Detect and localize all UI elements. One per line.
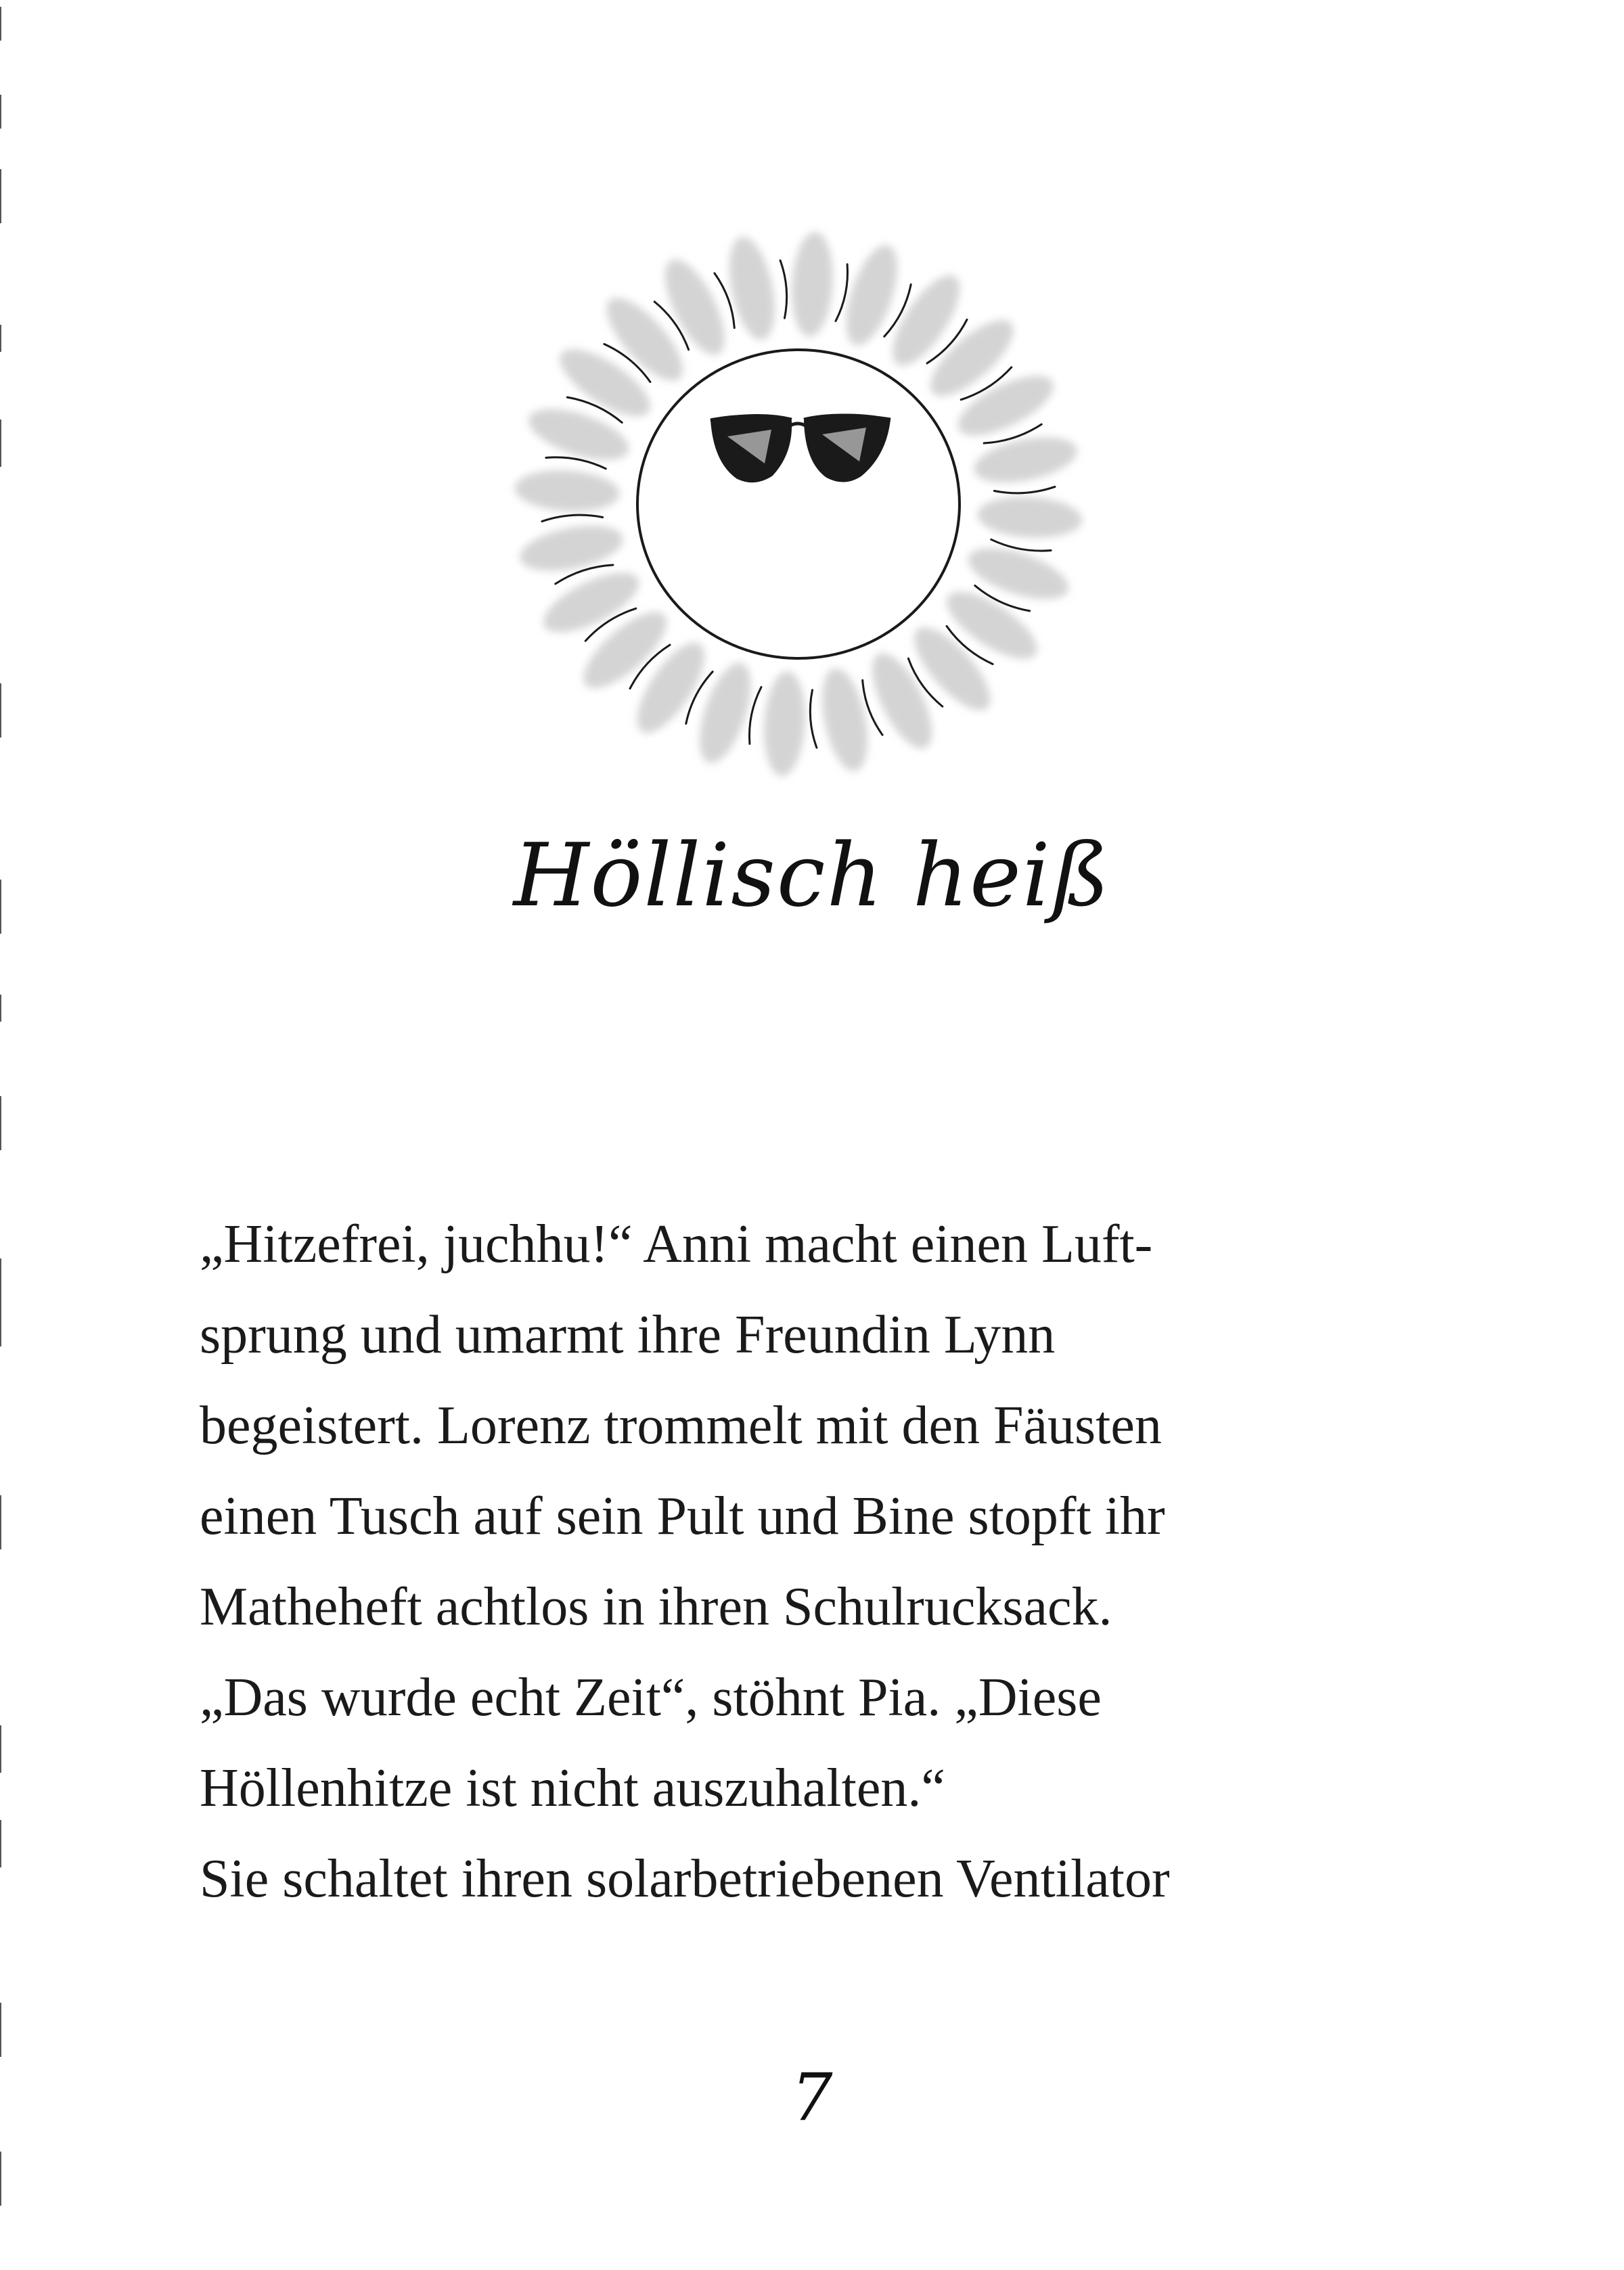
sun-ray [721, 233, 782, 344]
text-line: sprung und umarmt ihre Freundin Lynn [200, 1305, 1056, 1365]
sun-ray [516, 518, 627, 578]
text-line: begeistert. Lorenz trommelt mit den Fäusten [200, 1396, 1162, 1455]
sun-ray [789, 231, 836, 338]
text-line: Höllenhitze ist nicht auszuhalten.“ [200, 1758, 945, 1818]
page-edge [0, 0, 4, 2267]
sun-ray-line [749, 687, 761, 744]
text-line: einen Tusch auf sein Pult und Bine stopft ihr [200, 1486, 1165, 1546]
text-line: „Hitzefrei, juchhu!“ Anni macht einen Luft- [200, 1215, 1153, 1274]
sun-with-sunglasses-icon [474, 196, 1123, 792]
sun-ray [976, 494, 1083, 541]
sun-ray [514, 468, 621, 514]
sun-ray [970, 430, 1081, 491]
text-line: Matheheft achtlos in ihren Schulrucksack. [200, 1577, 1112, 1637]
sun-ray-line [542, 515, 603, 521]
sun-ray-line [994, 486, 1055, 493]
sun-ray [761, 671, 808, 777]
sun-face [637, 350, 960, 658]
sun-ray-line [836, 265, 848, 321]
text-line: „Das wurde echt Zeit“, stöhnt Pia. „Diese [200, 1668, 1102, 1727]
sun-ray [815, 664, 876, 775]
chapter-title: Höllisch heiß [513, 825, 1111, 926]
page-number: 7 [791, 2060, 833, 2135]
sun-ray-line [810, 690, 817, 748]
text-line: Sie schaltet ihren solarbetriebenen Ventilator [200, 1849, 1170, 1909]
body-text [200, 1199, 1485, 1924]
sun-ray-line [780, 260, 787, 318]
sun-illustration [474, 196, 1123, 792]
